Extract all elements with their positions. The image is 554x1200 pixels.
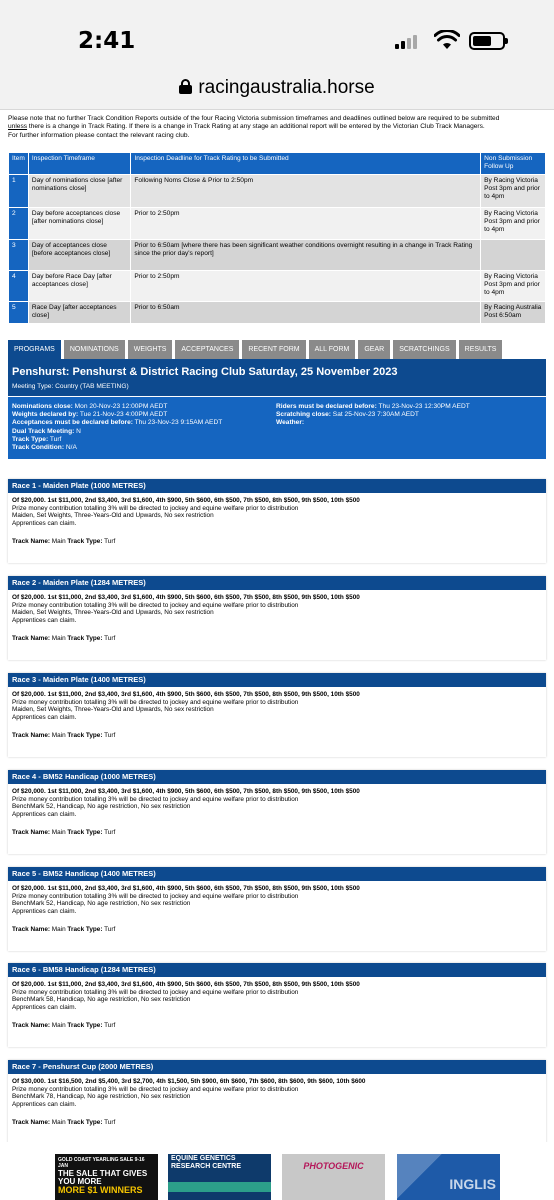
track-name: Main <box>50 538 68 546</box>
race-details <box>8 493 546 546</box>
ad-text: EQUINE GENETICS RESEARCH CENTRE <box>171 1155 242 1170</box>
race-details <box>8 687 546 740</box>
ad-text: GOLD COAST YEARLING SALE 9-16 JAN <box>58 1157 145 1169</box>
race-details <box>8 784 546 837</box>
race-track <box>12 1022 542 1030</box>
race-prize: Of $20,000. 1st $11,000, 2nd $3,400, 3rd $1,600, 4th $900, 5th $600, 6th $500, 7th $500, 8th $500, 9th $500, 10th $500 <box>12 885 360 892</box>
info-row <box>12 419 282 427</box>
table-row <box>9 208 546 240</box>
race-conditions: BenchMark 52, Handicap, No age restriction, No sex restriction <box>12 900 191 908</box>
row-follow-up: By Racing Victoria Post 3pm and prior to 4pm <box>481 271 546 302</box>
ad-text: MORE $1 WINNERS <box>58 1185 143 1195</box>
race-apprentices: Apprentices can claim. <box>12 616 77 624</box>
race-contribution: Prize money contribution totalling 3% will be directed to jockey and equine welfare prior to distribution <box>12 892 299 900</box>
race-track <box>12 829 542 837</box>
row-deadline: Prior to 2:50pm <box>131 271 481 302</box>
track-type-label: Track Type: <box>67 635 103 643</box>
ad-text: THE SALE THAT GIVES YOU MORE <box>58 1169 148 1186</box>
row-item: 3 <box>9 240 29 271</box>
row-follow-up: By Racing Victoria Post 3pm and prior to 4pm <box>481 175 546 208</box>
race-title[interactable]: Race 2 - Maiden Plate (1284 METRES) <box>8 576 546 590</box>
race-apprentices: Apprentices can claim. <box>12 519 77 527</box>
meeting-header <box>8 359 546 396</box>
inspection-table <box>8 152 546 324</box>
lock-icon <box>179 79 192 94</box>
track-name-label: Track Name: <box>12 732 51 740</box>
race-conditions: Maiden, Set Weights, Three-Years-Old and Upwards, No sex restriction <box>12 609 214 617</box>
race-prize: Of $20,000. 1st $11,000, 2nd $3,400, 3rd $1,600, 4th $900, 5th $600, 6th $500, 7th $500, 8th $500, 9th $500, 10th $500 <box>12 691 360 698</box>
track-name-label: Track Name: <box>12 1022 51 1030</box>
track-name: Main <box>50 926 68 934</box>
info-row <box>276 403 546 411</box>
info-label: Weights declared by: <box>12 411 79 419</box>
race-track <box>12 538 542 546</box>
race-contribution: Prize money contribution totalling 3% will be directed to jockey and equine welfare prior to distribution <box>12 504 299 512</box>
track-type-label: Track Type: <box>67 1119 103 1127</box>
page-content <box>0 112 554 1142</box>
track-type: Turf <box>102 1022 116 1030</box>
race-conditions: BenchMark 52, Handicap, No age restriction, No sex restriction <box>12 803 191 811</box>
race-details <box>8 1074 546 1127</box>
race-details <box>8 590 546 643</box>
row-item: 4 <box>9 271 29 302</box>
tab-results[interactable]: RESULTS <box>459 340 503 359</box>
race-contribution: Prize money contribution totalling 3% will be directed to jockey and equine welfare prior to distribution <box>12 698 299 706</box>
info-value: Thu 23-Nov-23 9:15AM AEDT <box>132 419 223 427</box>
race-card <box>8 479 546 563</box>
meeting-info-right <box>276 403 546 428</box>
race-contribution: Prize money contribution totalling 3% will be directed to jockey and equine welfare prior to distribution <box>12 601 299 609</box>
row-follow-up <box>481 240 546 271</box>
wifi-icon <box>434 30 460 50</box>
ad-photogenic[interactable] <box>282 1154 385 1200</box>
tab-weights[interactable]: WEIGHTS <box>128 340 173 359</box>
race-conditions: BenchMark 78, Handicap, No age restriction, No sex restriction <box>12 1093 191 1101</box>
col-timeframe: Inspection Timeframe <box>28 153 131 175</box>
info-row <box>12 444 282 452</box>
row-timeframe: Day before Race Day [after acceptances close] <box>28 271 131 302</box>
col-follow-up: Non Submission Follow Up <box>481 153 546 175</box>
race-apprentices: Apprentices can claim. <box>12 1003 77 1011</box>
race-title[interactable]: Race 7 - Penshurst Cup (2000 METRES) <box>8 1060 546 1074</box>
race-apprentices: Apprentices can claim. <box>12 907 77 915</box>
tab-all-form[interactable]: ALL FORM <box>309 340 356 359</box>
track-name: Main <box>50 829 68 837</box>
info-label: Track Type: <box>12 435 49 443</box>
race-card <box>8 673 546 757</box>
track-name-label: Track Name: <box>12 635 51 643</box>
track-name: Main <box>50 1022 68 1030</box>
race-title[interactable]: Race 5 - BM52 Handicap (1400 METRES) <box>8 867 546 881</box>
race-card <box>8 1060 546 1144</box>
info-value: N/A <box>64 444 77 452</box>
tab-scratchings[interactable]: SCRATCHINGS <box>393 340 455 359</box>
row-timeframe: Day of nominations close [after nominations close] <box>28 175 131 208</box>
tab-recent-form[interactable]: RECENT FORM <box>242 340 305 359</box>
info-row <box>276 411 546 419</box>
race-prize: Of $20,000. 1st $11,000, 2nd $3,400, 3rd $1,600, 4th $900, 5th $600, 6th $500, 7th $500, 8th $500, 9th $500, 10th $500 <box>12 981 360 988</box>
notice-line-1: Please note that no further Track Condition Reports outside of the four Racing Victoria submission timeframes and deadlines outlined below are required to be submitted <box>8 115 500 122</box>
status-time: 2:41 <box>78 28 136 54</box>
table-row <box>9 240 546 271</box>
race-track <box>12 635 542 643</box>
ad-gold-coast-yearling-sale[interactable] <box>55 1154 158 1200</box>
track-type-label: Track Type: <box>67 1022 103 1030</box>
row-deadline: Following Noms Close & Prior to 2:50pm <box>131 175 481 208</box>
table-row <box>9 302 546 324</box>
meeting-tabs <box>8 340 502 359</box>
tab-nominations[interactable]: NOMINATIONS <box>64 340 125 359</box>
tab-gear[interactable]: GEAR <box>358 340 390 359</box>
race-title[interactable]: Race 3 - Maiden Plate (1400 METRES) <box>8 673 546 687</box>
table-row <box>9 175 546 208</box>
track-name: Main <box>50 1119 68 1127</box>
track-name-label: Track Name: <box>12 926 51 934</box>
info-value: Turf <box>48 435 62 443</box>
race-title[interactable]: Race 6 - BM58 Handicap (1284 METRES) <box>8 963 546 977</box>
row-deadline: Prior to 2:50pm <box>131 208 481 240</box>
info-value: Sat 25-Nov-23 7:30AM AEDT <box>330 411 419 419</box>
race-prize: Of $20,000. 1st $11,000, 2nd $3,400, 3rd $1,600, 4th $900, 5th $600, 6th $500, 7th $500, 8th $500, 9th $500, 10th $500 <box>12 788 360 795</box>
meeting-title: Penshurst: Penshurst & District Racing Club Saturday, 25 November 2023 <box>12 366 398 378</box>
battery-icon <box>469 32 505 50</box>
track-type-label: Track Type: <box>67 926 103 934</box>
col-item: Item <box>9 153 29 175</box>
race-apprentices: Apprentices can claim. <box>12 713 77 721</box>
info-label: Scratching close: <box>276 411 331 419</box>
table-row <box>9 271 546 302</box>
row-follow-up: By Racing Australia Post 6:50am <box>481 302 546 324</box>
meeting-info-left <box>12 403 282 452</box>
track-name: Main <box>50 732 68 740</box>
race-track <box>12 1119 542 1127</box>
row-deadline: Prior to 6:50am <box>131 302 481 324</box>
race-apprentices: Apprentices can claim. <box>12 810 77 818</box>
info-row <box>12 411 282 419</box>
info-row <box>12 403 282 411</box>
url-display[interactable] <box>0 77 554 99</box>
col-deadline: Inspection Deadline for Track Rating to be Submitted <box>131 153 481 175</box>
info-label: Nominations close: <box>12 403 73 410</box>
info-label: Dual Track Meeting: <box>12 427 75 435</box>
track-type-label: Track Type: <box>67 732 103 740</box>
race-apprentices: Apprentices can claim. <box>12 1100 77 1108</box>
track-type: Turf <box>102 926 116 934</box>
info-row <box>12 428 282 436</box>
meeting-type: Meeting Type: Country (TAB MEETING) <box>12 383 129 390</box>
track-type-label: Track Type: <box>67 538 103 546</box>
notice-line-3: For further information please contact the relevant racing club. <box>8 131 190 139</box>
race-details <box>8 977 546 1030</box>
address-bar[interactable] <box>0 68 554 110</box>
race-card <box>8 770 546 854</box>
track-name-label: Track Name: <box>12 538 51 546</box>
row-follow-up: By Racing Victoria Post 3pm and prior to 4pm <box>481 208 546 240</box>
race-track <box>12 926 542 934</box>
race-conditions: BenchMark 58, Handicap, No age restriction, No sex restriction <box>12 996 191 1004</box>
track-type: Turf <box>102 829 116 837</box>
url-text: racingaustralia.horse <box>198 77 375 98</box>
info-label: Acceptances must be declared before: <box>12 419 133 427</box>
info-value: Tue 21-Nov-23 4:00PM AEDT <box>78 411 168 419</box>
track-name-label: Track Name: <box>12 1119 51 1127</box>
race-conditions: Maiden, Set Weights, Three-Years-Old and Upwards, No sex restriction <box>12 512 214 520</box>
tab-programs[interactable]: PROGRAMS <box>8 340 61 360</box>
race-contribution: Prize money contribution totalling 3% will be directed to jockey and equine welfare prior to distribution <box>12 1085 299 1093</box>
race-card <box>8 576 546 660</box>
track-condition-notice <box>8 115 548 140</box>
race-track <box>12 732 542 740</box>
ad-decoration <box>168 1182 271 1192</box>
race-prize: Of $30,000. 1st $16,500, 2nd $5,400, 3rd $2,700, 4th $1,500, 5th $900, 6th $600, 7th $600, 8th $600, 9th $600, 10th $600 <box>12 1078 366 1085</box>
race-prize: Of $20,000. 1st $11,000, 2nd $3,400, 3rd $1,600, 4th $900, 5th $600, 6th $500, 7th $500, 8th $500, 9th $500, 10th $500 <box>12 594 360 601</box>
cellular-signal-icon <box>395 33 419 49</box>
race-card <box>8 867 546 951</box>
race-conditions: Maiden, Set Weights, Three-Years-Old and Upwards, No sex restriction <box>12 706 214 714</box>
info-label: Track Condition: <box>12 444 65 452</box>
inspection-table-header <box>9 153 546 175</box>
info-value: Thu 23-Nov-23 12:30PM AEDT <box>376 403 470 410</box>
race-contribution: Prize money contribution totalling 3% will be directed to jockey and equine welfare prior to distribution <box>12 795 299 803</box>
row-timeframe: Day of acceptances close [before acceptances close] <box>28 240 131 271</box>
track-type: Turf <box>102 732 116 740</box>
track-type: Turf <box>102 1119 116 1127</box>
tab-acceptances[interactable]: ACCEPTANCES <box>175 340 239 359</box>
info-row <box>276 419 546 427</box>
track-type: Turf <box>102 538 116 546</box>
track-type: Turf <box>102 635 116 643</box>
ad-text: INGLIS <box>449 1176 496 1192</box>
notice-line-2: there is a change in Track Rating. If there is a change in Track Rating at any stage an additional report will be entered by the Victorian Club Track Managers. <box>27 123 485 131</box>
row-item: 2 <box>9 208 29 240</box>
race-title[interactable]: Race 1 - Maiden Plate (1000 METRES) <box>8 479 546 493</box>
row-deadline: Prior to 6:50am [where there has been significant weather conditions overnight resulting in a change in Track Rating since the prior day's report] <box>131 240 481 271</box>
ad-equine-genetics[interactable] <box>168 1154 271 1200</box>
info-value: Mon 20-Nov-23 12:00PM AEDT <box>72 403 168 410</box>
track-name: Main <box>50 635 68 643</box>
row-item: 1 <box>9 175 29 208</box>
info-value: N <box>74 427 81 435</box>
ad-strip <box>0 1142 554 1200</box>
ad-text: PHOTOGENIC <box>303 1161 364 1171</box>
info-label: Riders must be declared before: <box>276 403 377 410</box>
info-row <box>12 436 282 444</box>
race-contribution: Prize money contribution totalling 3% will be directed to jockey and equine welfare prior to distribution <box>12 988 299 996</box>
status-bar <box>0 0 554 68</box>
row-item: 5 <box>9 302 29 324</box>
ad-decoration <box>397 1154 500 1200</box>
row-timeframe: Race Day [after acceptances close] <box>28 302 131 324</box>
track-type-label: Track Type: <box>67 829 103 837</box>
ad-inglis[interactable] <box>397 1154 500 1200</box>
info-label: Weather: <box>276 419 305 427</box>
race-prize: Of $20,000. 1st $11,000, 2nd $3,400, 3rd $1,600, 4th $900, 5th $600, 6th $500, 7th $500, 8th $500, 9th $500, 10th $500 <box>12 497 360 504</box>
race-title[interactable]: Race 4 - BM52 Handicap (1000 METRES) <box>8 770 546 784</box>
race-card <box>8 963 546 1047</box>
race-details <box>8 881 546 934</box>
notice-unless: unless <box>8 123 28 131</box>
track-name-label: Track Name: <box>12 829 51 837</box>
meeting-info <box>8 397 546 459</box>
row-timeframe: Day before acceptances close [after nominations close] <box>28 208 131 240</box>
